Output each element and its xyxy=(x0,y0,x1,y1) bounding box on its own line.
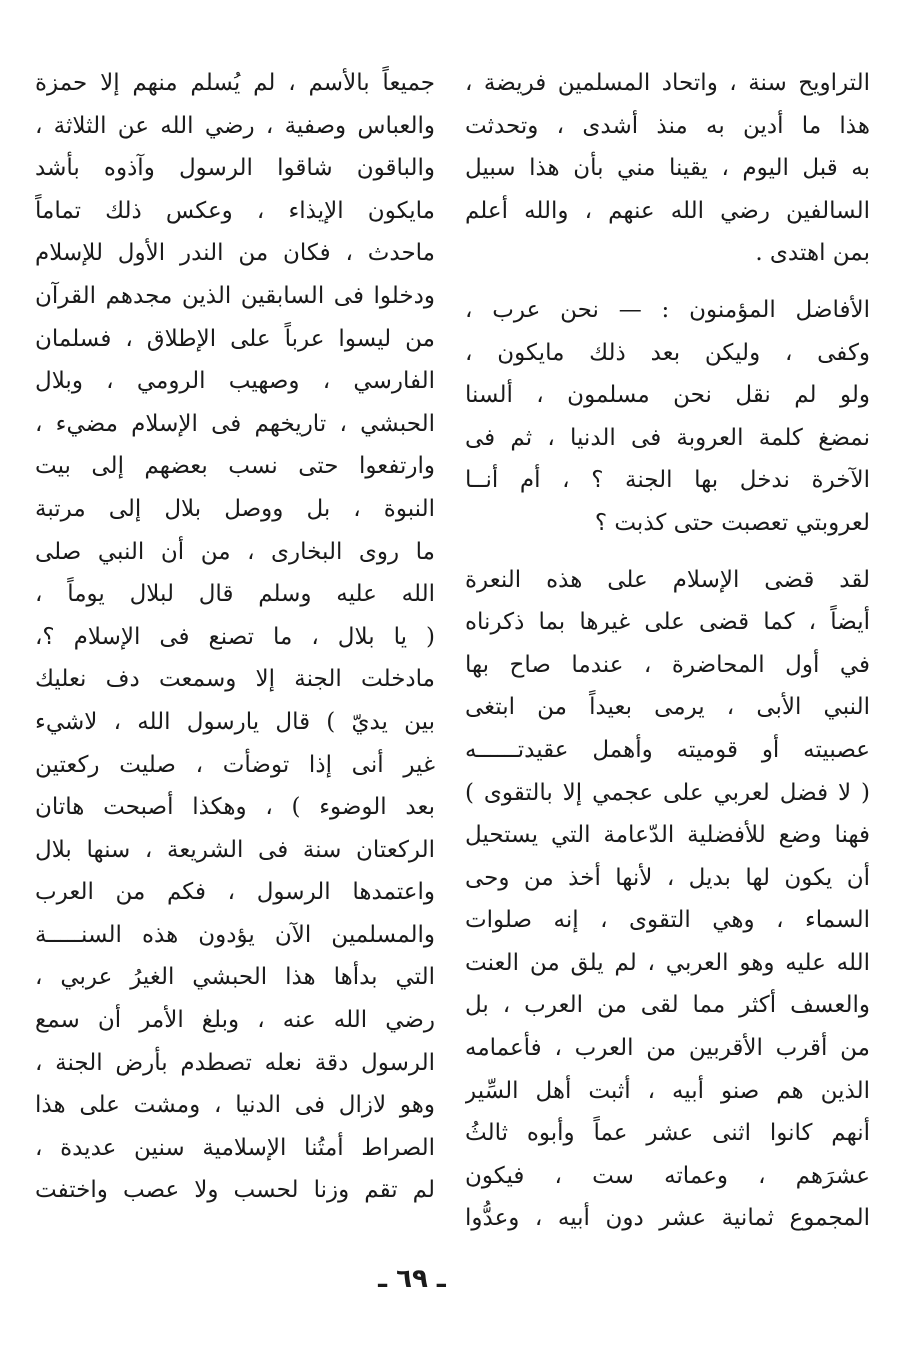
text-line: الفارسي ، وصهيب الرومي ، وبلال xyxy=(35,368,435,395)
text-line: وهو لازال فى الدنيا ، ومشت على هذا xyxy=(35,1092,435,1119)
text-line: الركعتان سنة فى الشريعة ، سنها بلال xyxy=(35,836,435,863)
text-line: ودخلوا فى السابقين الذين مجدهم القرآن xyxy=(35,282,435,309)
paragraph-gap xyxy=(465,275,870,289)
text-line: الحبشي ، تاريخهم فى الإسلام مضيء ، xyxy=(35,410,435,437)
text-line: بعد الوضوء ) ، وهكذا أصبحت هاتان xyxy=(35,794,435,821)
text-line: من أقرب الأقربين من العرب ، فأعمامه xyxy=(465,1035,870,1062)
text-line: لعروبتي تعصبت حتى كذبت ؟ xyxy=(594,509,870,536)
paragraph-2 xyxy=(465,289,870,545)
text-line: التراويح سنة ، واتحاد المسلمين فريضة ، xyxy=(465,70,870,96)
text-line: به قبل اليوم ، يقينا مني بأن هذا سبيل xyxy=(465,155,870,182)
text-line: المجموع ثمانية عشر دون أبيه ، وعدُّوا xyxy=(465,1205,870,1232)
text-line: غير أنى إذا توضأت ، صليت ركعتين xyxy=(35,751,435,778)
text-line: وارتفعوا حتى نسب بعضهم إلى بيت xyxy=(35,453,435,480)
text-line: ماحدث ، فكان من الندر الأول للإسلام xyxy=(35,240,435,267)
text-line: أن يكون لها بديل ، لأنها أخذ من وحى xyxy=(465,864,870,891)
text-line: بمن اهتدى . xyxy=(755,240,870,267)
text-line: النبي الأبى ، يرمى بعيداً من ابتغى xyxy=(465,694,870,721)
text-line: الرسول دقة نعله تصطدم بأرض الجنة ، xyxy=(35,1049,435,1076)
text-line: نمضغ كلمة العروبة فى الدنيا ، ثم فى xyxy=(465,424,870,451)
left-column xyxy=(35,62,435,1212)
text-line: الله عليه وهو العربي ، لم يلق من العنت xyxy=(465,949,870,976)
text-line: مادخلت الجنة إلا وسمعت دف نعليك xyxy=(35,666,435,693)
text-line: لم تقم وزنا لحسب ولا عصب واختفت xyxy=(35,1177,435,1204)
text-line: واعتمدها الرسول ، فكم من العرب xyxy=(35,879,435,906)
text-line: والعباس وصفية ، رضي الله عن الثلاثة ، xyxy=(35,112,435,139)
text-line: عصبيته أو قوميته وأهمل عقيدتــــــه xyxy=(465,736,870,763)
text-line: أنهم كانوا اثنى عشر عماً وأبوه ثالثُ xyxy=(465,1120,870,1147)
right-column xyxy=(465,62,870,1240)
text-line: ما روى البخارى ، من أن النبي صلى xyxy=(35,538,435,565)
text-line: أيضاً ، كما قضى على غيرها بما ذكرناه xyxy=(465,609,870,636)
text-line: بين يديّ ) قال يارسول الله ، لاشيء xyxy=(35,708,435,735)
text-line: الآخرة ندخل بها الجنة ؟ ، أم أنــا xyxy=(465,467,870,494)
text-line: التي بدأها هذا الحبشي الغيرُ عربي ، xyxy=(35,964,435,991)
paragraph-1 xyxy=(465,62,870,275)
text-line: والمسلمين الآن يؤدون هذه السنـــــة xyxy=(35,921,435,948)
text-line: والعسف أكثر مما لقى من العرب ، بل xyxy=(465,992,870,1019)
text-line: الذين هم صنو أبيه ، أثبت أهل السِّير xyxy=(465,1077,870,1104)
text-line: هذا ما أدين به منذ أشدى ، وتحدثت xyxy=(465,112,870,139)
text-line: من ليسوا عرباً على الإطلاق ، فسلمان xyxy=(35,325,435,352)
text-line: في أول المحاضرة ، عندما صاح بها xyxy=(465,651,870,678)
text-line: وكفى ، وليكن بعد ذلك مايكون ، xyxy=(465,339,870,366)
text-line: جميعاً بالأسم ، لم يُسلم منهم إلا حمزة xyxy=(35,70,435,96)
page-number: ـ ٦٩ ـ xyxy=(378,1264,446,1294)
text-line: ولو لم نقل نحن مسلمون ، ألسنا xyxy=(465,382,870,409)
paragraph-3 xyxy=(465,559,870,1241)
text-line: لقد قضى الإسلام على هذه النعرة xyxy=(465,566,870,593)
text-line: النبوة ، بل ووصل بلال إلى مرتبة xyxy=(35,495,435,522)
paragraph-gap xyxy=(465,545,870,559)
text-line: والباقون شاقوا الرسول وآذوه بأشد xyxy=(35,155,435,182)
text-line: الله عليه وسلم قال لبلال يوماً ، xyxy=(35,581,435,608)
text-line: ( يا بلال ، ما تصنع فى الإسلام ؟، xyxy=(35,623,435,650)
text-line: الصراط أمتُنا الإسلامية سنين عديدة ، xyxy=(35,1134,435,1161)
text-line: فهنا وضع للأفضلية الدّعامة التي يستحيل xyxy=(465,822,870,849)
text-line: ( لا فضل لعربي على عجمي إلا بالتقوى ) xyxy=(465,779,870,806)
text-line: السماء ، وهي التقوى ، إنه صلوات xyxy=(465,907,870,934)
text-line: مايكون الإيذاء ، وعكس ذلك تماماً xyxy=(35,197,435,224)
text-line: السالفين رضي الله عنهم ، والله أعلم xyxy=(465,197,870,224)
text-line: الأفاضل المؤمنون : — نحن عرب ، xyxy=(465,296,870,323)
text-line: عشرَهم ، وعماته ست ، فيكون xyxy=(465,1162,870,1189)
text-line: رضي الله عنه ، وبلغ الأمر أن سمع xyxy=(35,1007,435,1034)
